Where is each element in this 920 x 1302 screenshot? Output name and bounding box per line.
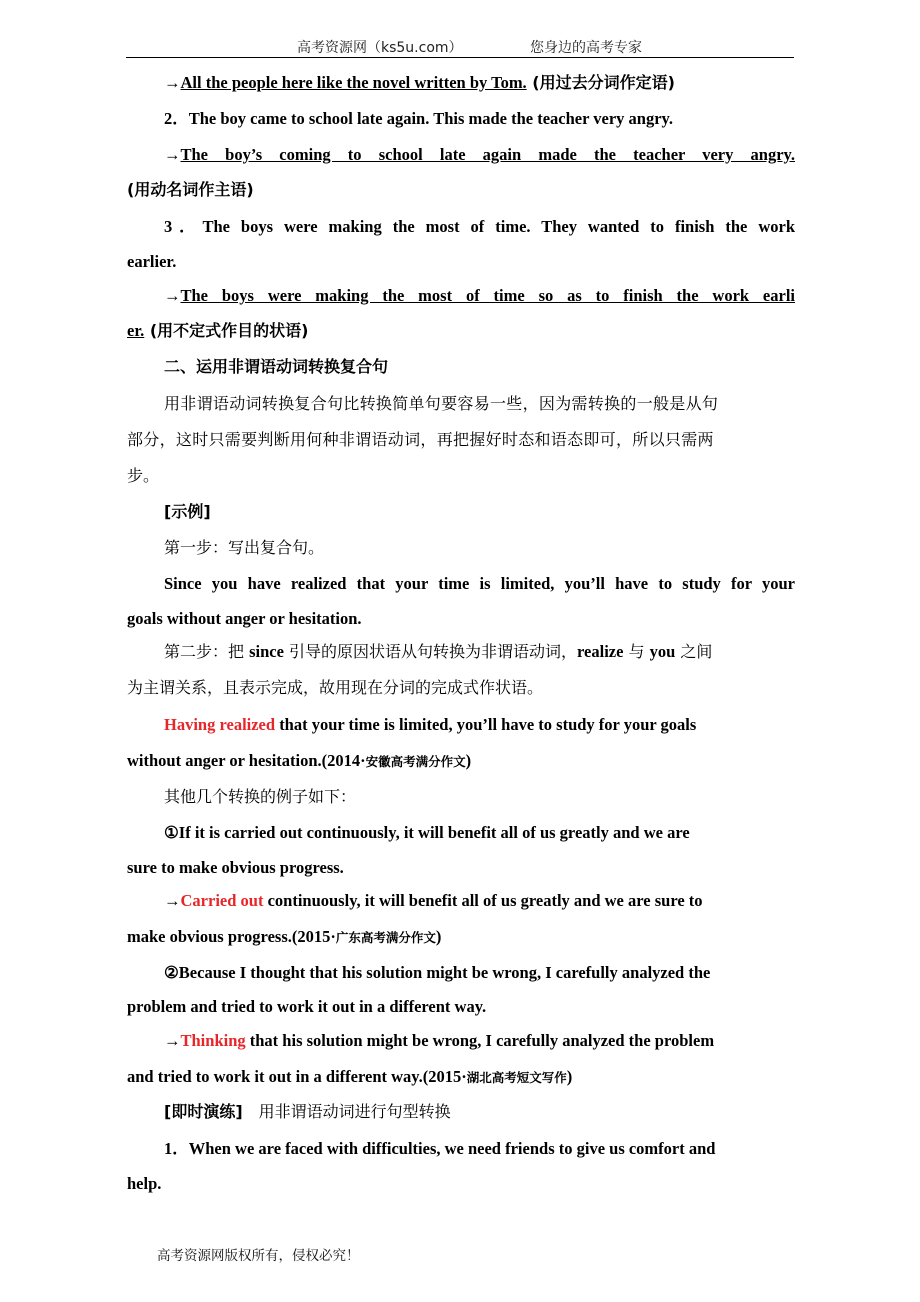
other-example-2-cont: problem and tried to work it out in a different way. bbox=[127, 997, 487, 1016]
example-sentence: Since you have realized that your time is limited, you’ll have to study for your bbox=[164, 574, 795, 593]
other-answer-2: →Thinking that his solution might be wrong, I carefully analyzed the problem bbox=[164, 1031, 715, 1050]
answer-sentence: er. bbox=[127, 321, 145, 340]
highlight-phrase: Carried out bbox=[180, 891, 264, 910]
answer-line-2 bbox=[164, 144, 795, 166]
arrow-icon: → bbox=[164, 73, 181, 92]
step-2-cont: 为主谓关系，且表示完成，故用现在分词的完成式作状语。 bbox=[127, 678, 544, 697]
practice-question-1-cont: help. bbox=[127, 1174, 162, 1193]
practice-tag: [即时演练] bbox=[164, 1102, 243, 1121]
highlight-phrase: Having realized bbox=[164, 715, 276, 734]
header-site: 高考资源网（ks5u.com） bbox=[297, 40, 463, 56]
example-answer: Having realized that your time is limited, you’ll have to study for your goals bbox=[164, 715, 697, 734]
section-heading: 二、运用非谓语动词转换复合句 bbox=[164, 357, 389, 376]
arrow-icon: → bbox=[164, 286, 181, 305]
answer-sentence: All the people here like the novel written by Tom. bbox=[180, 73, 527, 92]
other-example-2: ②Because I thought that his solution might be wrong, I carefully analyzed the bbox=[164, 963, 711, 982]
footer-copyright: 高考资源网版权所有，侵权必究！ bbox=[157, 1248, 360, 1264]
example-answer-cont: without anger or hesitation.(2014·安徽高考满分作文) bbox=[127, 751, 472, 770]
other-answer-2-cont: and tried to work it out in a different way.(2015·湖北高考短文写作) bbox=[127, 1067, 573, 1086]
others-intro: 其他几个转换的例子如下： bbox=[164, 787, 357, 806]
answer-line-3-cont bbox=[127, 320, 795, 342]
arrow-icon: → bbox=[164, 1031, 181, 1050]
paragraph-line: 用非谓语动词转换复合句比转换简单句要容易一些，因为需转换的一般是从句 bbox=[164, 394, 719, 413]
other-example-1: ①If it is carried out continuously, it will benefit all of us greatly and we are bbox=[164, 823, 690, 842]
example-sentence-cont: goals without anger or hesitation. bbox=[127, 609, 362, 628]
answer-sentence: The boy’s coming to school late again made the teacher very angry. bbox=[180, 145, 795, 164]
example-tag: [示例] bbox=[164, 502, 211, 521]
paragraph-line: 步。 bbox=[127, 466, 160, 485]
step-2: 第二步：把 since 引导的原因状语从句转换为非谓语动词，realize 与 you 之间 bbox=[164, 642, 713, 661]
header-divider bbox=[126, 57, 794, 58]
highlight-phrase: Thinking bbox=[180, 1031, 246, 1050]
header-slogan: 您身边的高考专家 bbox=[530, 40, 642, 56]
question-3: 3．The boys were making the most of time. They wanted to finish the work bbox=[164, 217, 795, 236]
grammar-note: (用过去分词作定语) bbox=[526, 73, 675, 92]
grammar-note: (用不定式作目的状语) bbox=[144, 321, 309, 340]
paragraph-line: 部分，这时只需要判断用何种非谓语动词，再把握好时态和语态即可，所以只需两 bbox=[127, 430, 714, 449]
practice-title: 用非谓语动词进行句型转换 bbox=[242, 1102, 451, 1121]
practice-question-1: 1．When we are faced with difficulties, we need friends to give us comfort and bbox=[164, 1139, 716, 1158]
question-3-cont: earlier. bbox=[127, 252, 177, 271]
source-note: 广东高考满分作文 bbox=[335, 930, 436, 945]
answer-line-3 bbox=[164, 285, 795, 307]
source-note: 安徽高考满分作文 bbox=[365, 754, 466, 769]
arrow-icon: → bbox=[164, 145, 181, 164]
step-1: 第一步：写出复合句。 bbox=[164, 538, 325, 557]
other-example-1-cont: sure to make obvious progress. bbox=[127, 858, 344, 877]
other-answer-1-cont: make obvious progress.(2015·广东高考满分作文) bbox=[127, 927, 442, 946]
answer-sentence: The boys were making the most of time so as to finish the work earli bbox=[180, 286, 795, 305]
arrow-icon: → bbox=[164, 891, 181, 910]
answer-line-1 bbox=[164, 72, 795, 94]
question-2: 2．The boy came to school late again. This made the teacher very angry. bbox=[164, 109, 674, 128]
grammar-note: (用动名词作主语) bbox=[127, 180, 254, 199]
source-note: 湖北高考短文写作 bbox=[466, 1070, 567, 1085]
practice-heading bbox=[164, 1101, 795, 1123]
other-answer-1: →Carried out continuously, it will benefit all of us greatly and we are sure to bbox=[164, 891, 703, 910]
